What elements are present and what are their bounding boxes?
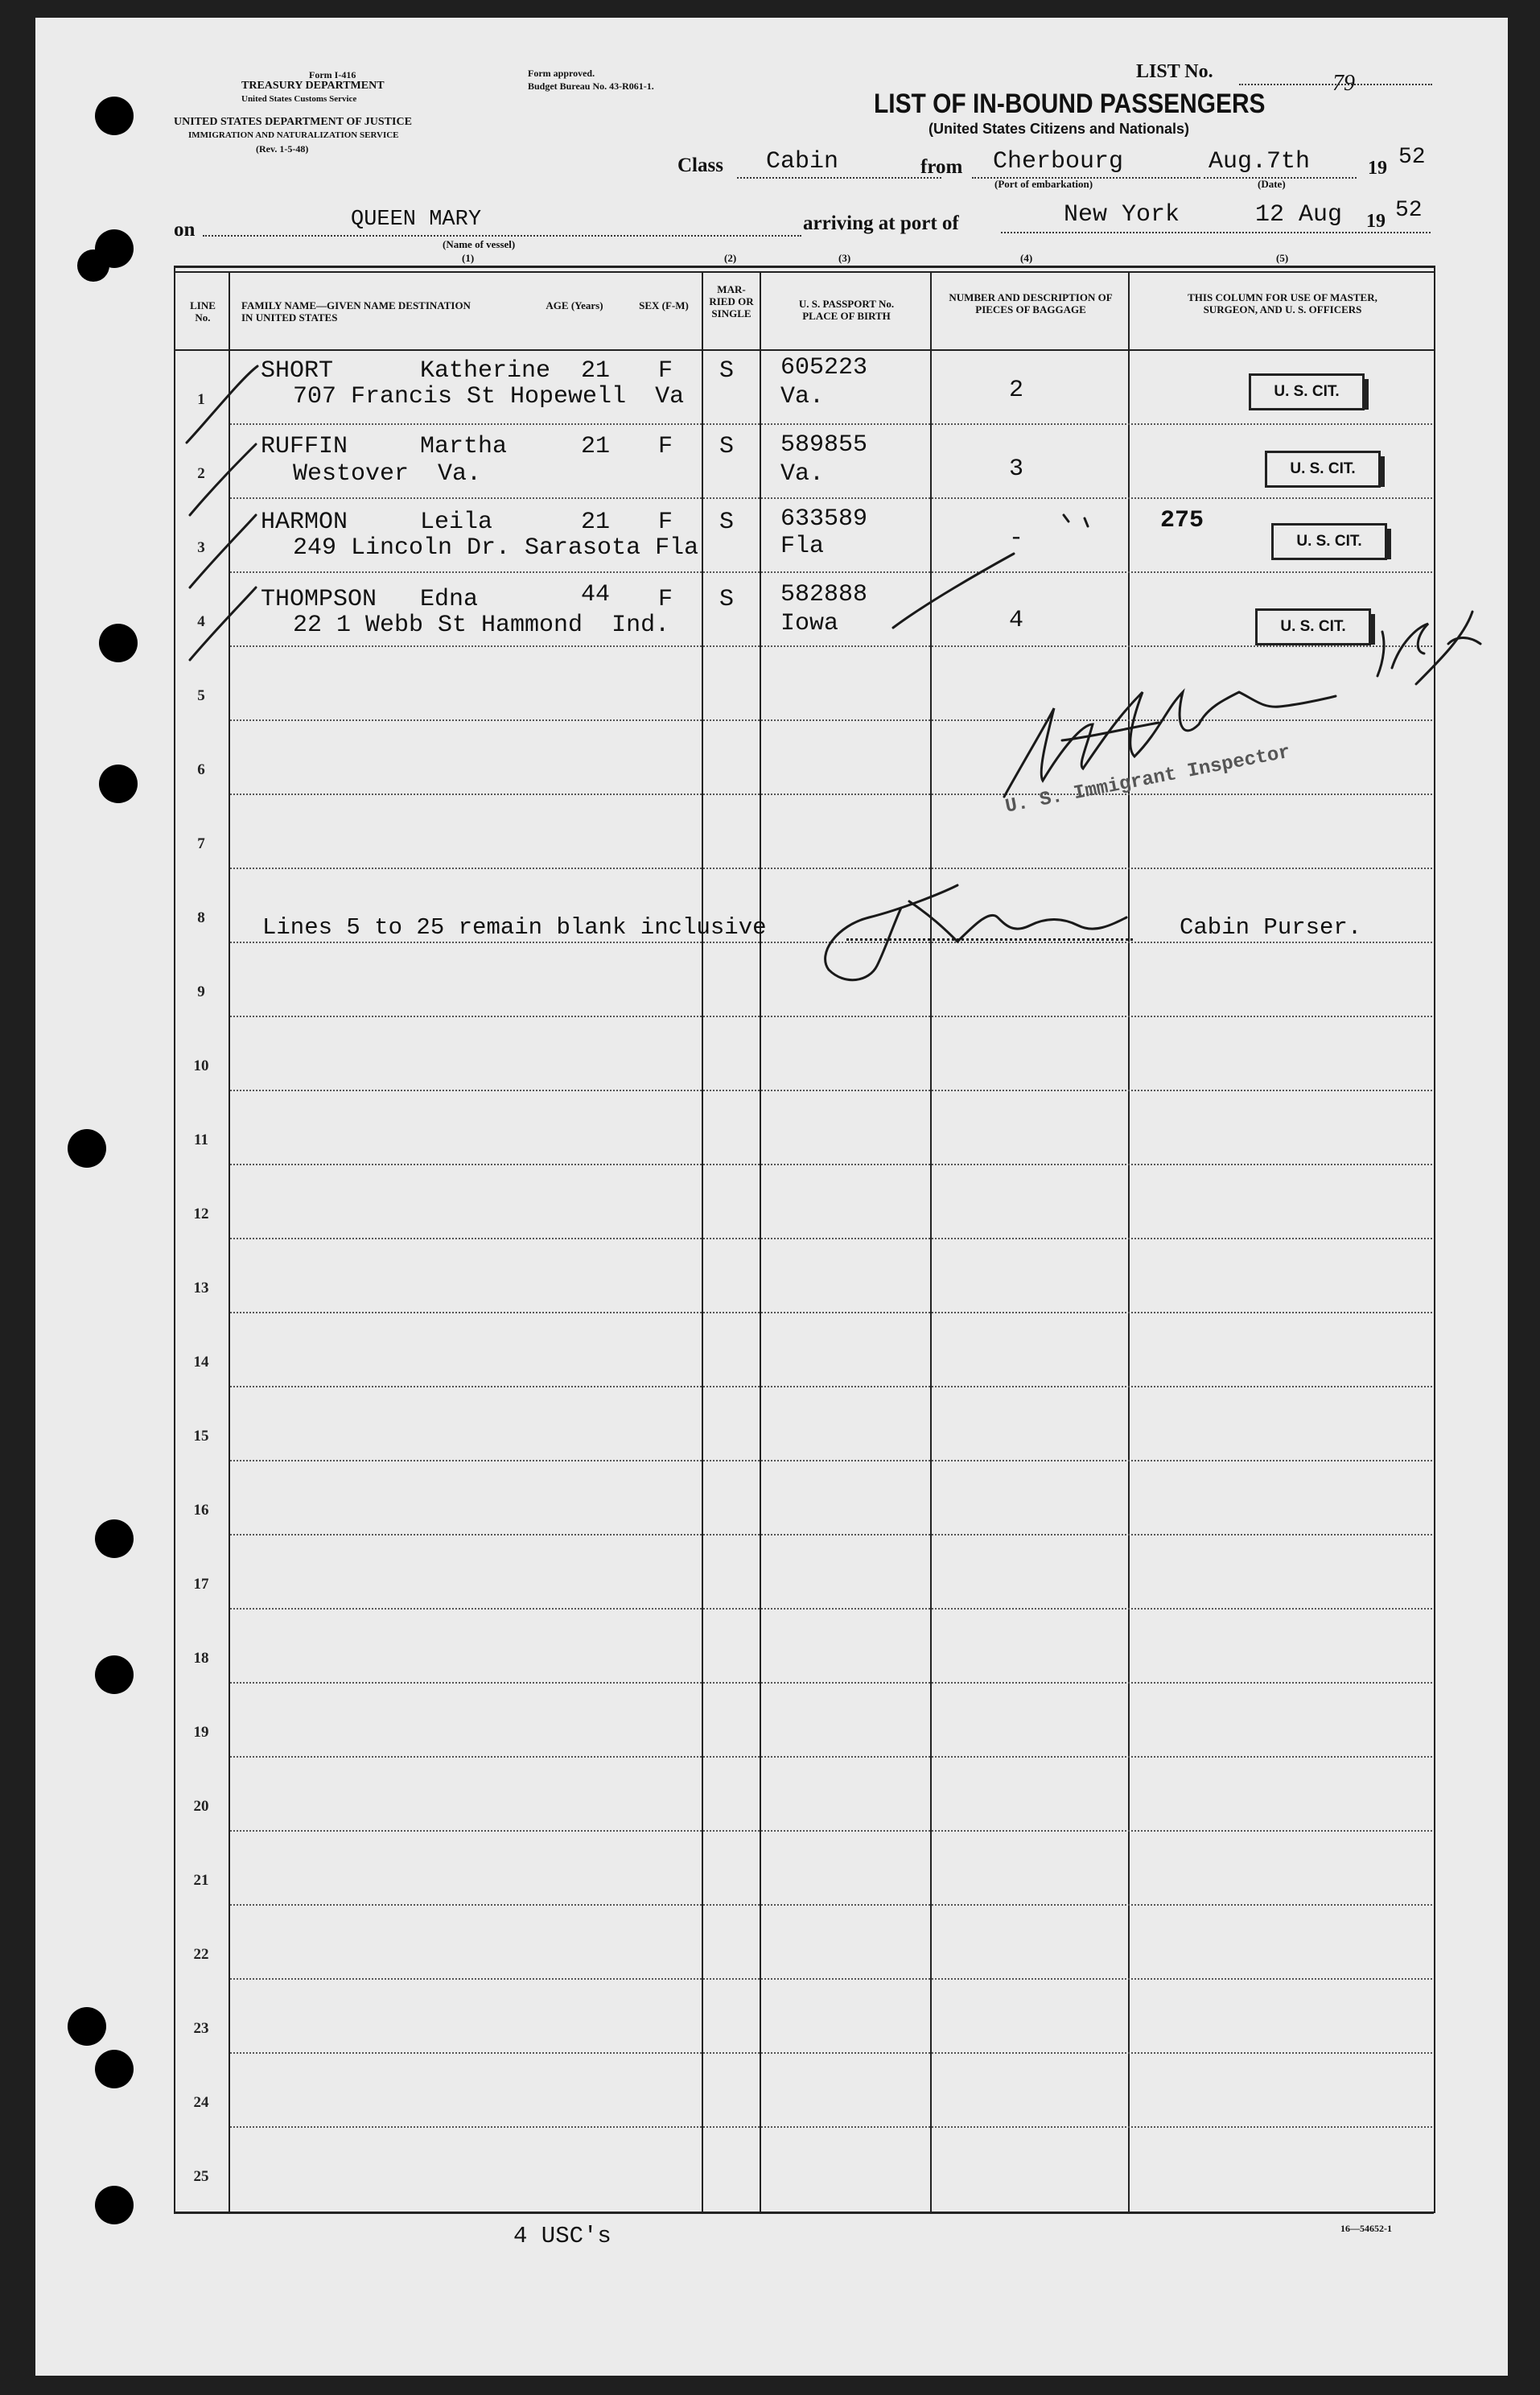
- row-separator: [230, 497, 1432, 499]
- us-citizen-stamp: U. S. CIT.: [1249, 373, 1365, 410]
- on-label: on: [174, 219, 196, 241]
- class-line: [737, 177, 941, 179]
- form-number: Form I-416: [309, 69, 356, 80]
- passenger-age: 21: [581, 509, 611, 536]
- passenger-status: S: [719, 357, 735, 385]
- row-separator: [230, 645, 1432, 647]
- col4-caption: (4): [1020, 252, 1033, 264]
- table-top-border: [174, 266, 1434, 268]
- row-separator: [230, 2126, 1432, 2128]
- header-bottom-rule: [174, 349, 1434, 351]
- passenger-address: 707 Francis St Hopewell Va: [293, 383, 685, 410]
- bottom-note: 4 USC's: [513, 2223, 611, 2249]
- line-number: 2: [197, 465, 205, 482]
- passenger-baggage: -: [1009, 525, 1024, 552]
- line-number: 9: [197, 983, 205, 1000]
- row-separator: [230, 423, 1432, 425]
- passenger-status: S: [719, 586, 735, 613]
- list-no-value: 79: [1332, 71, 1355, 96]
- row-separator: [230, 571, 1432, 573]
- passenger-birthplace: Va.: [780, 383, 825, 410]
- port-caption: (Port of embarkation): [994, 178, 1093, 190]
- passenger-name: RUFFIN Martha: [261, 433, 508, 460]
- budget-bureau: Budget Bureau No. 43-R061-1.: [528, 80, 654, 92]
- col1-caption: (1): [462, 252, 475, 264]
- passenger-status: S: [719, 509, 735, 536]
- year-value: 52: [1398, 145, 1426, 170]
- line-number: 16: [193, 1502, 209, 1519]
- line-number: 21: [193, 1872, 209, 1889]
- line-number: 1: [197, 391, 205, 408]
- passenger-baggage: 2: [1009, 377, 1024, 404]
- passenger-baggage: 4: [1009, 607, 1024, 634]
- row-separator: [230, 1756, 1432, 1758]
- punch-hole: [77, 249, 109, 282]
- passenger-sex: F: [658, 357, 673, 385]
- row-separator: [230, 1608, 1432, 1610]
- passenger-passport: 589855: [780, 431, 868, 459]
- us-citizen-stamp: U. S. CIT.: [1271, 523, 1387, 560]
- punch-hole: [95, 2050, 134, 2088]
- revision: (Rev. 1-5-48): [256, 143, 309, 155]
- col2-caption: (2): [724, 252, 737, 264]
- passenger-age: 21: [581, 433, 611, 460]
- line-number: 18: [193, 1650, 209, 1667]
- passenger-sex: F: [658, 509, 673, 536]
- passenger-address: 22 1 Webb St Hammond Ind.: [293, 612, 670, 639]
- passenger-age: 44: [581, 581, 611, 608]
- document-page: [35, 18, 1508, 2376]
- row-separator: [230, 1682, 1432, 1684]
- line-number: 4: [197, 613, 205, 630]
- punch-hole: [95, 97, 134, 135]
- col-sep-passport: [930, 271, 932, 2212]
- line-number: 7: [197, 835, 205, 852]
- passenger-birthplace: Va.: [780, 460, 825, 488]
- embarkation-date: Aug.7th: [1209, 148, 1311, 175]
- col-sep-name: [702, 271, 703, 2212]
- row-separator: [230, 719, 1432, 721]
- col-sep-married: [760, 271, 761, 2212]
- ins: IMMIGRATION AND NATURALIZATION SERVICE: [188, 130, 399, 140]
- header-baggage: NUMBER AND DESCRIPTION OF PIECES OF BAGGAGE: [949, 291, 1113, 315]
- table-right-border: [1434, 266, 1435, 2213]
- header-passport: U. S. PASSPORT No. PLACE OF BIRTH: [798, 298, 895, 322]
- line-number: 6: [197, 761, 205, 778]
- line-number: 23: [193, 2020, 209, 2037]
- header-age: AGE (Years): [546, 299, 603, 311]
- line-number: 5: [197, 687, 205, 704]
- line-number: 13: [193, 1280, 209, 1296]
- passenger-name: THOMPSON Edna: [261, 586, 479, 613]
- vessel-line: [203, 235, 801, 237]
- arrival-port: New York: [1064, 201, 1180, 229]
- line-number: 24: [193, 2094, 209, 2111]
- header-sex: SEX (F-M): [639, 299, 689, 311]
- passenger-name: HARMON Leila: [261, 509, 493, 536]
- us-citizen-stamp: U. S. CIT.: [1255, 608, 1371, 645]
- punch-hole: [95, 1519, 134, 1558]
- passenger-passport: 633589: [780, 505, 868, 533]
- row-separator: [230, 1090, 1432, 1091]
- row-separator: [230, 868, 1432, 869]
- passenger-baggage: 3: [1009, 456, 1024, 483]
- purser-signature-line: [846, 938, 1133, 941]
- purser-label: Cabin Purser.: [1180, 914, 1362, 941]
- arrival-year: 52: [1395, 198, 1423, 223]
- header-name: FAMILY NAME—GIVEN NAME DESTINATION IN UNITED STATES: [241, 299, 471, 324]
- row-separator: [230, 1534, 1432, 1536]
- inspector-stamp: U. S. Immigrant Inspector: [1003, 741, 1293, 818]
- table-bottom-border: [174, 2212, 1434, 2214]
- punch-hole: [95, 1655, 134, 1694]
- row-separator: [230, 1016, 1432, 1017]
- row-separator: [230, 794, 1432, 795]
- blank-lines-note: Lines 5 to 25 remain blank inclusive: [262, 914, 767, 941]
- department-of-justice: UNITED STATES DEPARTMENT OF JUSTICE: [174, 116, 412, 128]
- punch-hole: [68, 2007, 106, 2046]
- line-number: 22: [193, 1946, 209, 1963]
- passenger-age: 21: [581, 357, 611, 385]
- line-number: 11: [194, 1132, 208, 1148]
- table-left-border: [174, 266, 175, 2213]
- form-footer-code: 16—54652-1: [1340, 2223, 1392, 2234]
- line-number: 25: [193, 2168, 209, 2185]
- col3-caption: (3): [838, 252, 851, 264]
- row-separator: [230, 1386, 1432, 1387]
- line-number: 19: [193, 1724, 209, 1741]
- col-sep-lineno: [229, 271, 230, 2212]
- arrival-date: 12 Aug: [1255, 201, 1343, 229]
- col5-caption: (5): [1276, 252, 1289, 264]
- vessel-name: QUEEN MARY: [351, 208, 482, 232]
- list-no-label: LIST No.: [1136, 61, 1213, 82]
- header-married: MAR-RIED OR SINGLE: [709, 283, 754, 319]
- treasury-department: TREASURY DEPARTMENT: [241, 80, 385, 92]
- row-separator: [230, 1164, 1432, 1165]
- passenger-passport: 582888: [780, 581, 868, 608]
- number-275: 275: [1160, 507, 1204, 534]
- line-number: 10: [193, 1057, 209, 1074]
- punch-hole: [99, 624, 138, 662]
- from-label: from: [920, 156, 963, 178]
- passenger-status: S: [719, 433, 735, 460]
- line-number: 3: [197, 539, 205, 556]
- passenger-address: 249 Lincoln Dr. Sarasota Fla: [293, 534, 699, 562]
- form-approved: Form approved.: [528, 68, 595, 79]
- passenger-sex: F: [658, 433, 673, 460]
- date-caption: (Date): [1258, 178, 1286, 190]
- line-number: 15: [193, 1428, 209, 1445]
- punch-hole: [95, 2186, 134, 2224]
- line-number: 8: [197, 909, 205, 926]
- punch-hole: [99, 765, 138, 803]
- class-label: Class: [677, 155, 723, 176]
- row-separator: [230, 1238, 1432, 1239]
- passenger-sex: F: [658, 586, 673, 613]
- row-separator: [230, 1312, 1432, 1313]
- passenger-address: Westover Va.: [293, 460, 482, 488]
- row-separator: [230, 1904, 1432, 1906]
- port-of-embarkation: Cherbourg: [993, 148, 1124, 175]
- punch-hole: [68, 1129, 106, 1168]
- col-sep-baggage: [1128, 271, 1130, 2212]
- row-separator: [230, 1460, 1432, 1461]
- page-title: LIST OF IN-BOUND PASSENGERS: [874, 89, 1266, 119]
- class-value: Cabin: [766, 148, 839, 175]
- arrival-year-prefix: 19: [1366, 211, 1386, 232]
- row-separator: [230, 2052, 1432, 2054]
- passenger-passport: 605223: [780, 354, 868, 381]
- arriving-label: arriving at port of: [803, 212, 959, 234]
- line-number: 17: [193, 1576, 209, 1593]
- row-separator: [230, 942, 1432, 943]
- row-separator: [230, 1978, 1432, 1980]
- page-subtitle: (United States Citizens and Nationals): [929, 121, 1190, 137]
- header-line-no: LINE No.: [190, 299, 216, 324]
- customs-service: United States Customs Service: [241, 94, 357, 104]
- table-top-border-inner: [174, 271, 1434, 273]
- year-prefix: 19: [1368, 158, 1387, 179]
- passenger-birthplace: Fla: [780, 533, 825, 560]
- header-officers: THIS COLUMN FOR USE OF MASTER, SURGEON, AND U. S. OFFICERS: [1188, 291, 1377, 315]
- line-number: 20: [193, 1798, 209, 1815]
- line-number: 14: [193, 1354, 209, 1371]
- vessel-caption: (Name of vessel): [443, 238, 516, 250]
- row-separator: [230, 1830, 1432, 1832]
- line-number: 12: [193, 1206, 209, 1222]
- us-citizen-stamp: U. S. CIT.: [1265, 451, 1381, 488]
- passenger-name: SHORT Katherine: [261, 357, 551, 385]
- passenger-birthplace: Iowa: [780, 610, 839, 637]
